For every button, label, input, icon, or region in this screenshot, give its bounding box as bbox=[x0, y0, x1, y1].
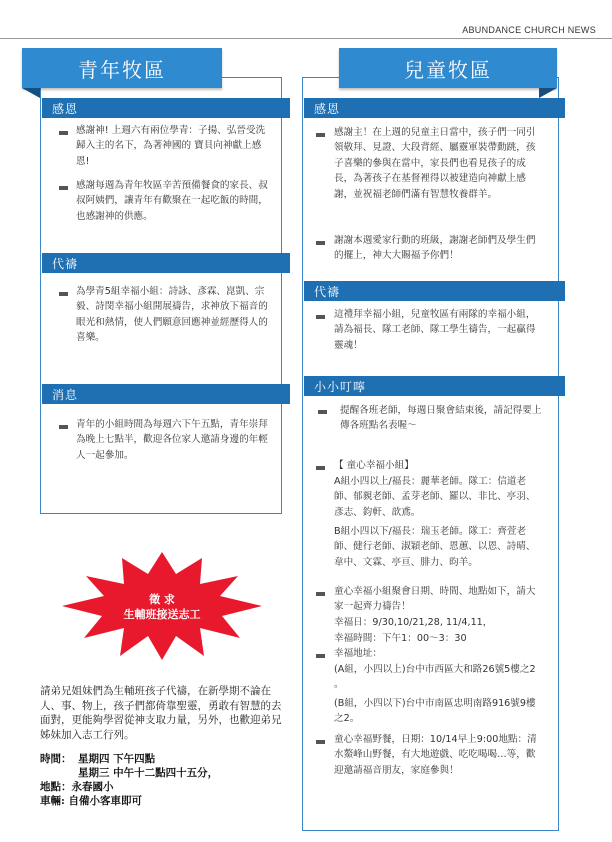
children-thanks-item-1: 感謝主！在上週的兒童主日當中，孩子們一同引領敬拜、見證、大段背經、屬靈軍裝帶動跳，孩子喜樂的參與在當中，家長們也看見孩子的成長，為著孩子在基督裡得以被建造向神獻上感謝，並祝福老師們滿有智慧牧養群羊。 bbox=[334, 127, 536, 200]
bullet-icon bbox=[316, 133, 325, 137]
children-banner-fold bbox=[539, 88, 557, 98]
volunteer-place: 地點：永春國小 bbox=[40, 781, 114, 793]
youth-thanks-item-2: 感謝每週為青年牧區辛苦預備餐食的家長、叔叔阿姨們，讓青年有歡聚在一起吃飯的時間，也感謝神的供應。 bbox=[76, 180, 268, 222]
volunteer-heading: 徵 求 bbox=[149, 593, 175, 606]
youth-banner-title: 青年牧區 bbox=[78, 57, 166, 82]
newsletter-title: ABUNDANCE CHURCH NEWS bbox=[462, 25, 596, 35]
children-reminder-item-1: 提醒各班老師，每週日聚會結束後，請記得要上傳各班點名表喔～ bbox=[340, 405, 542, 432]
volunteer-time-2: 星期三 中午十二點四十五分， bbox=[78, 767, 219, 779]
hope-address-a: (A組，小四以上)台中市西區大和路26號5樓之2 。 bbox=[334, 664, 536, 691]
children-prayer-item-1: 這禮拜幸福小組，兒童牧區有兩隊的幸福小組，請為福長、隊工老師、隊工學生禱告，一起贏得靈魂！ bbox=[334, 309, 536, 351]
youth-thanks-label: 感恩 bbox=[42, 98, 290, 118]
hope-address-b: (B組，小四以下)台中市南區忠明南路916號9樓之2。 bbox=[334, 698, 536, 725]
children-reminder-label: 小小叮嚀 bbox=[304, 376, 565, 396]
hope-group-b: B組小四以下/福長：瑞玉老師。隊工：齊萱老師、健行老師、淑穎老師、恩蕙、以恩、詩晴、韋中、文霖、亭亘、腓力、昀羊。 bbox=[334, 526, 536, 568]
hope-picnic: 童心幸福野餐，日期：10/14早上9:00地點：清水鰲峰山野餐，有大地遊戲、吃吃喝喝…等，歡迎邀請福音朋友，家庭參與！ bbox=[334, 734, 537, 776]
volunteer-vehicle: 車輛: 自備小客車即可 bbox=[40, 795, 143, 807]
bullet-icon bbox=[59, 186, 68, 190]
volunteer-time-1: 星期四 下午四點 bbox=[78, 753, 156, 765]
hope-address-title: 幸福地址： bbox=[334, 648, 382, 659]
hope-group-a: A組小四以上/福長：麗華老師。隊工：信道老師、郁親老師、孟芽老師、羅以、非比、亭羽、彥志、鈞軒、歆鳶。 bbox=[334, 476, 536, 518]
volunteer-paragraph: 請弟兄姐妹們為生輔班孩子代禱，在新學期不論在人、事、物上，孩子們都倚靠聖靈，勇敢有智慧的去面對，更能夠學習從神支取力量，另外，也歡迎弟兄姊妹加入志工行列。 bbox=[40, 685, 282, 741]
children-banner bbox=[339, 48, 557, 88]
youth-news-label: 消息 bbox=[42, 384, 290, 404]
bullet-icon bbox=[318, 410, 327, 414]
bullet-icon bbox=[316, 592, 325, 596]
bullet-icon bbox=[59, 131, 68, 135]
youth-banner-fold bbox=[22, 88, 40, 98]
youth-banner bbox=[22, 48, 222, 88]
bullet-icon bbox=[59, 292, 68, 296]
bullet-icon bbox=[316, 466, 325, 470]
bullet-icon bbox=[316, 654, 325, 658]
children-thanks-label: 感恩 bbox=[304, 98, 565, 118]
hope-dates: 幸福日：9/30,10/21,28, 11/4,11， bbox=[334, 617, 493, 628]
youth-news-item-1: 青年的小組時間為每週六下午五點，青年崇拜為晚上七點半，歡迎各位家人邀請身邊的年輕人一起參加。 bbox=[76, 419, 268, 461]
volunteer-time-label: 時間： bbox=[40, 753, 72, 765]
volunteer-subheading: 生輔班接送志工 bbox=[123, 608, 201, 621]
youth-thanks-item-1: 感謝神! 上週六有兩位學青：子揚、弘晉受洗歸入主的名下，為著神國的 寶貝向神獻上感恩! bbox=[76, 125, 266, 167]
bullet-icon bbox=[316, 315, 325, 319]
header-divider bbox=[0, 38, 612, 39]
children-prayer-label: 代禱 bbox=[304, 281, 565, 301]
youth-prayer-item-1: 為學青5組幸福小組：詩詠、彥霖、崑凱、宗毅、詩閔幸福小組開展禱告，求神放下福音的眼光和熱情，使人們願意回應神並經歷得人的喜樂。 bbox=[76, 286, 268, 344]
hope-time: 幸福時間：下午1：00～3：30 bbox=[334, 633, 467, 644]
children-thanks-item-2: 謝謝本週愛家行動的班級，謝謝老師們及學生們的擺上，神大大賜福予你們！ bbox=[334, 235, 536, 262]
youth-prayer-label: 代禱 bbox=[42, 253, 290, 273]
hope-group-title: 【 童心幸福小組】 bbox=[334, 460, 414, 471]
bullet-icon bbox=[316, 241, 325, 245]
bullet-icon bbox=[316, 740, 325, 744]
hope-dates-intro: 童心幸福小組聚會日期、時間、地點如下，請大家一起齊力禱告！ bbox=[334, 586, 536, 613]
bullet-icon bbox=[59, 425, 68, 429]
children-banner-title: 兒童牧區 bbox=[404, 57, 492, 82]
